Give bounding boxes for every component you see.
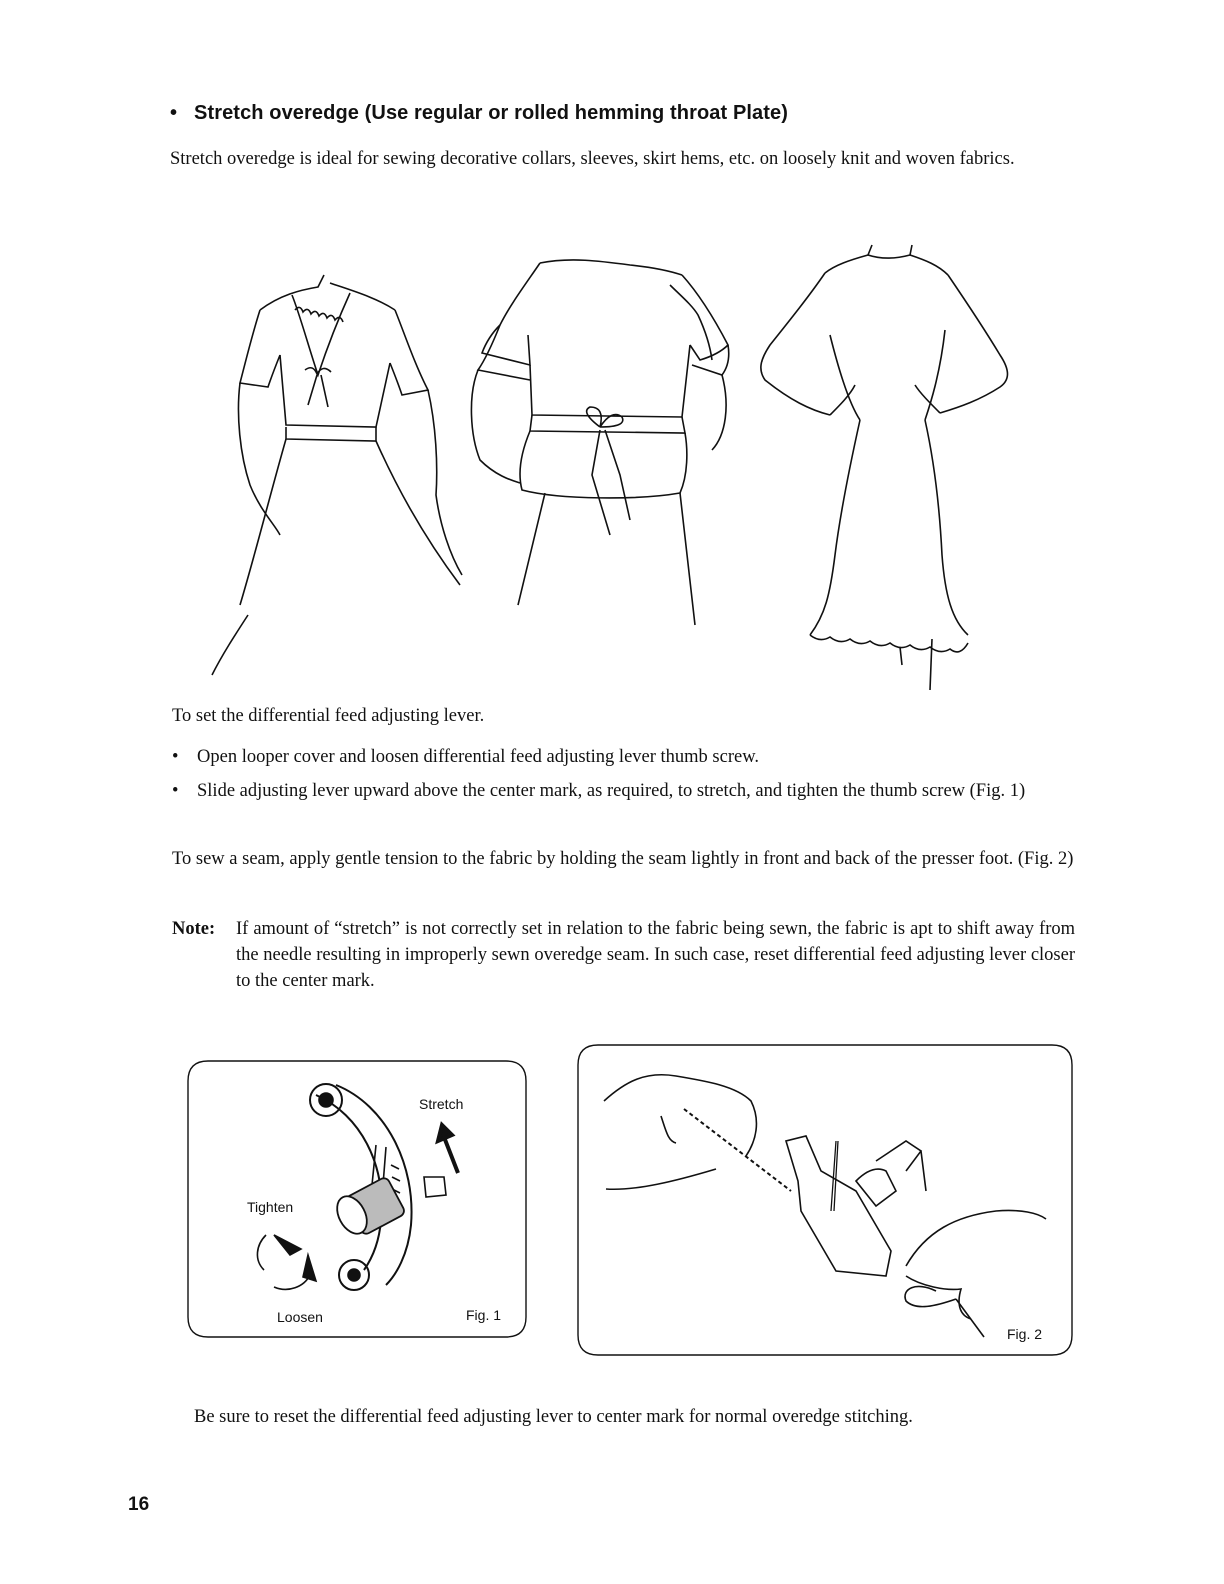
step-text: Slide adjusting lever upward above the center mark, as required, to stretch, and tighten the thumb screw (Fig. 1) bbox=[197, 781, 1026, 801]
heading-text: Stretch overedge (Use regular or rolled hemming throat Plate) bbox=[194, 102, 789, 124]
step-text: Open looper cover and loosen differential feed adjusting lever thumb screw. bbox=[197, 747, 760, 767]
step-bullet: • bbox=[172, 781, 179, 801]
section-heading bbox=[170, 102, 788, 125]
set-lever-title: To set the differential feed adjusting lever. bbox=[172, 706, 485, 726]
blouse-collar-figure bbox=[212, 275, 462, 675]
intro-paragraph: Stretch overedge is ideal for sewing decorative collars, sleeves, skirt hems, etc. on loosely knit and woven fabrics. bbox=[170, 149, 1015, 169]
ruffle-hem-dress-figure bbox=[761, 245, 1008, 690]
flutter-sleeve-figure bbox=[471, 260, 728, 625]
step-bullet: • bbox=[172, 747, 179, 767]
step-list-item bbox=[172, 778, 1077, 804]
note-label: Note: bbox=[172, 919, 216, 939]
heading-bullet: • bbox=[170, 102, 178, 124]
fig1-caption: Fig. 1 bbox=[466, 1307, 502, 1323]
fig1-loosen-label: Loosen bbox=[277, 1309, 323, 1325]
garment-illustrations bbox=[200, 235, 1040, 695]
note-block bbox=[172, 916, 1075, 994]
note-text: If amount of “stretch” is not correctly set in relation to the fabric being sewn, the fabric is apt to shift away from the needle resulting in improperly sewn overedge seam. In such case, reset differential feed adjusting lever closer to the center mark. bbox=[236, 919, 1075, 991]
sew-seam-paragraph: To sew a seam, apply gentle tension to the fabric by holding the seam lightly in front and back of the presser foot. (Fig. 2) bbox=[172, 849, 1074, 869]
fig2-caption: Fig. 2 bbox=[1007, 1326, 1043, 1342]
page-number: 16 bbox=[128, 1494, 150, 1515]
fig1-stretch-label: Stretch bbox=[419, 1096, 464, 1112]
reset-note-paragraph: Be sure to reset the differential feed adjusting lever to center mark for normal overedge stitching. bbox=[194, 1407, 913, 1427]
fig1-tighten-label: Tighten bbox=[247, 1199, 294, 1215]
step-list-item bbox=[172, 744, 1077, 770]
fig1-illustration bbox=[186, 1055, 528, 1341]
fig2-illustration bbox=[576, 1041, 1074, 1359]
